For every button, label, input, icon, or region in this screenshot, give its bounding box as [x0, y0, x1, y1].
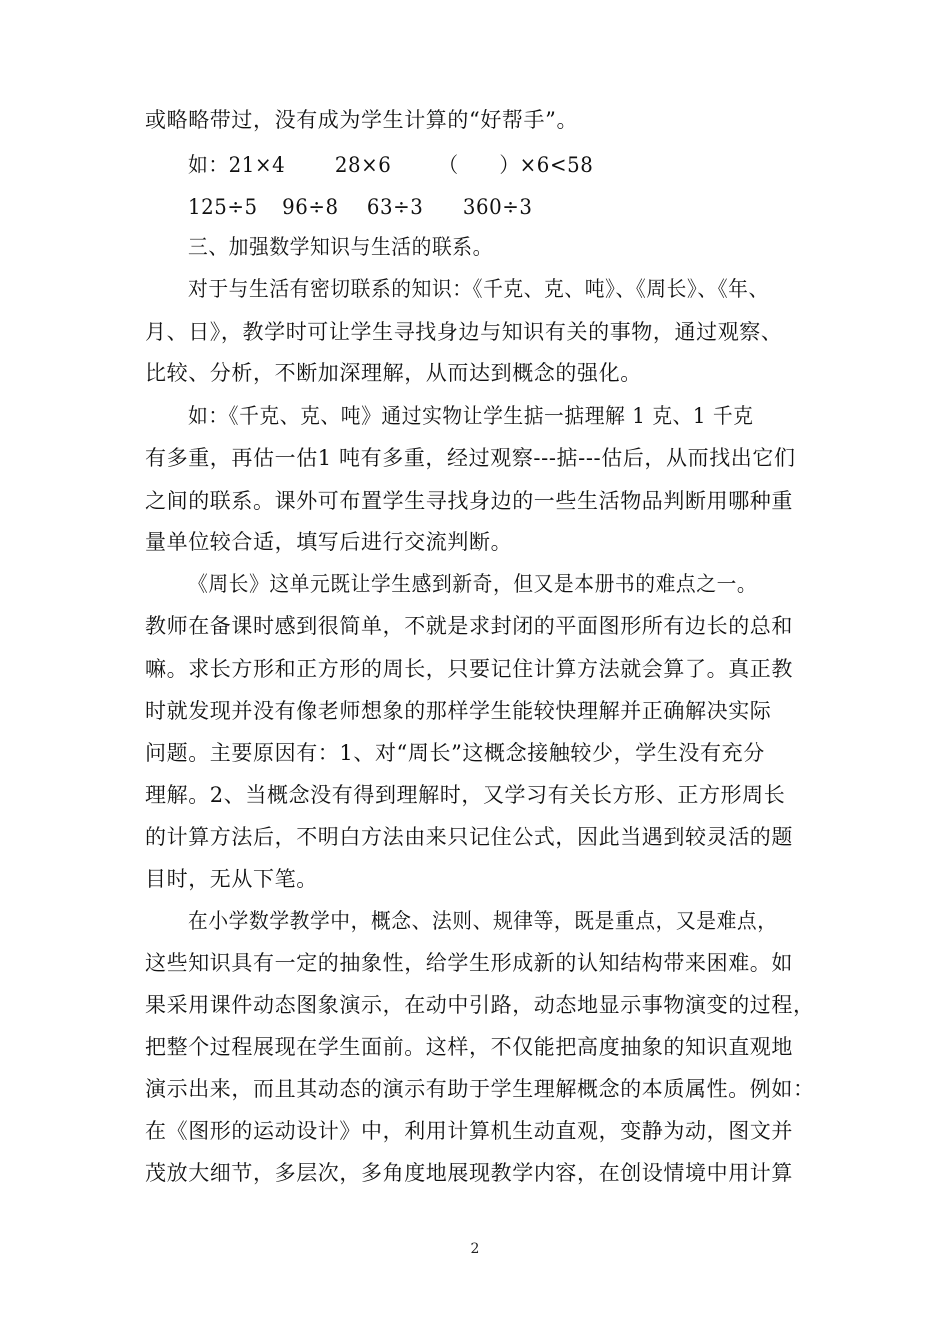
page-number: 2 [470, 1241, 480, 1257]
text-line: 之间的联系。课外可布置学生寻找身边的一些生活物品判断用哪种重 [145, 489, 793, 513]
text-line: 《周长》这单元既让学生感到新奇，但又是本册书的难点之一。 [188, 572, 758, 596]
text-line: 理解。2、当概念没有得到理解时，又学习有关长方形、正方形周长 [145, 783, 786, 807]
text-line: 教师在备课时感到很简单，不就是求封闭的平面图形所有边长的总和 [145, 614, 793, 638]
text-line: 对于与生活有密切联系的知识：《千克、克、吨》、《周长》、《年、 [188, 277, 769, 301]
text-line: 这些知识具有一定的抽象性，给学生形成新的认知结构带来困难。如 [145, 951, 793, 975]
example-item: 63÷3 [366, 195, 424, 219]
text-line: 如：《千克、克、吨》通过实物让学生掂一掂理解 1 克、1 千克 [188, 404, 754, 428]
example-item: （ ）×6<58 [438, 153, 594, 177]
text-line: 在小学数学教学中，概念、法则、规律等，既是重点，又是难点， [188, 909, 778, 933]
text-line: 在《图形的运动设计》中，利用计算机生动直观，变静为动，图文并 [145, 1119, 793, 1143]
text-line: 果采用课件动态图象演示，在动中引路，动态地显示事物演变的过程， [145, 993, 815, 1017]
text-line: 茂放大细节，多层次，多角度地展现教学内容，在创设情境中用计算 [145, 1161, 793, 1185]
text-line: 有多重，再估一估1 吨有多重，经过观察---掂---估后，从而找出它们 [145, 446, 796, 470]
text-line: 比较、分析，不断加深理解，从而达到概念的强化。 [145, 361, 642, 385]
example-item: 96÷8 [282, 195, 339, 219]
text-line: 量单位较合适，填写后进行交流判断。 [145, 530, 513, 554]
text-line: 把整个过程展现在学生面前。这样，不仅能把高度抽象的知识直观地 [145, 1035, 793, 1059]
section-heading: 三、加强数学知识与生活的联系。 [188, 235, 493, 259]
text-line: 的计算方法后，不明白方法由来只记住公式，因此当遇到较灵活的题 [145, 825, 793, 849]
example-item: 125÷5 [188, 195, 258, 219]
example-item: 如：21×4 [188, 153, 286, 177]
text-line: 目时，无从下笔。 [145, 867, 318, 891]
text-line: 月、日》，教学时可让学生寻找身边与知识有关的事物，通过观察、 [145, 320, 783, 344]
text-line: 嘛。求长方形和正方形的周长，只要记住计算方法就会算了。真正教 [145, 657, 793, 681]
example-item: 28×6 [334, 153, 392, 177]
text-line: 问题。主要原因有：1、对“周长”这概念接触较少，学生没有充分 [145, 741, 765, 765]
text-line: 时就发现并没有像老师想象的那样学生能较快理解并正确解决实际 [145, 699, 772, 723]
text-line: 或略略带过，没有成为学生计算的“好帮手”。 [145, 108, 579, 132]
example-item: 360÷3 [462, 195, 533, 219]
text-line: 演示出来，而且其动态的演示有助于学生理解概念的本质属性。例如： [145, 1077, 815, 1101]
